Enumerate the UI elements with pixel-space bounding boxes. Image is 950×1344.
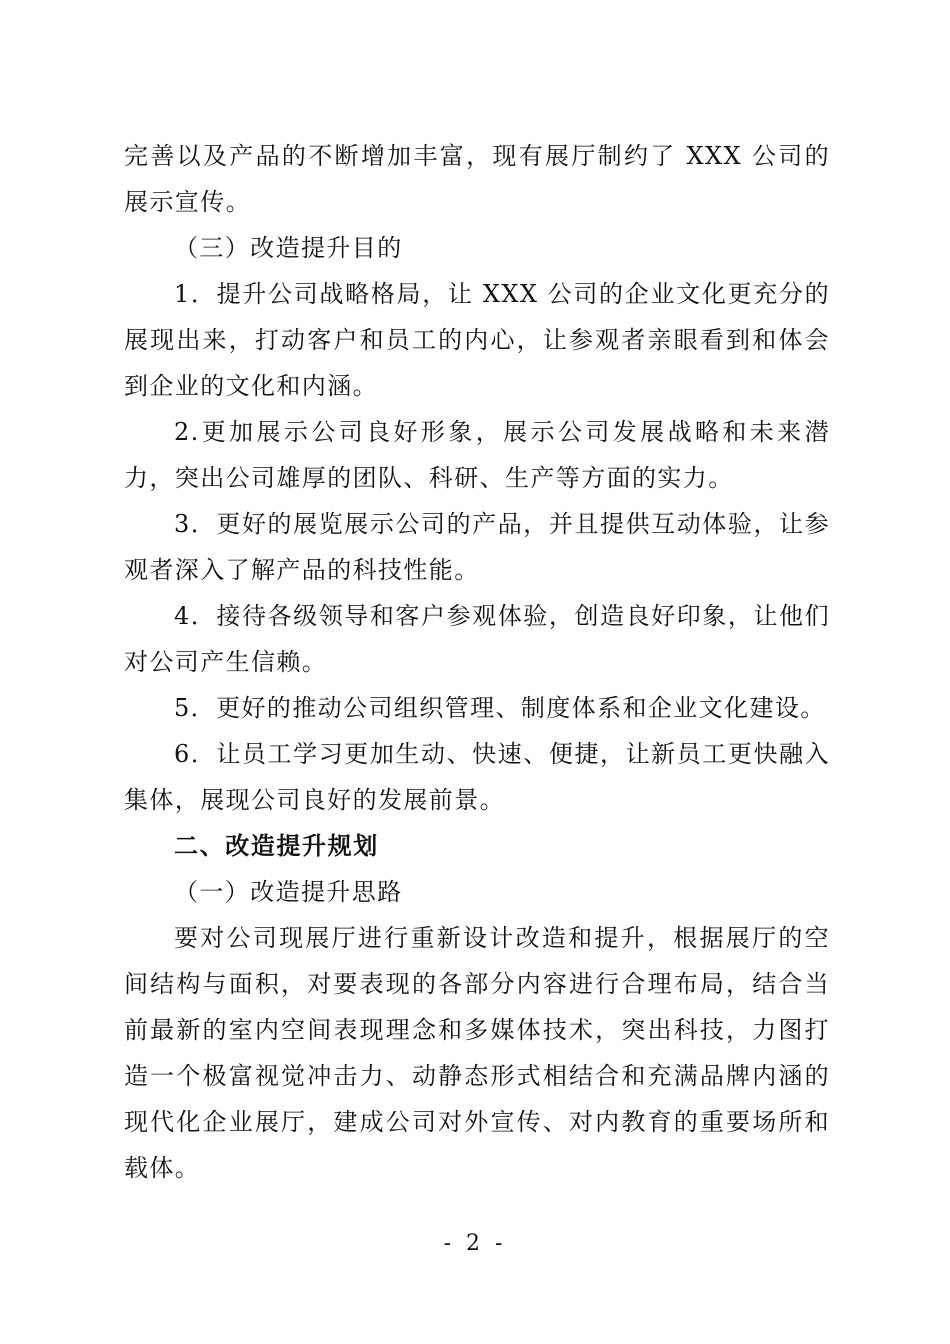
list-item-2: 2.更加展示公司良好形象，展示公司发展战略和未来潜力，突出公司雄厚的团队、科研、生产等方面的实力。 — [124, 418, 830, 492]
section-heading-planning: 二、改造提升规划 — [174, 832, 379, 860]
paragraph-approach: 要对公司现展厅进行重新设计改造和提升，根据展厅的空间结构与面积，对要表现的各部分内容进行合理布局，结合当前最新的室内空间表现理念和多媒体技术，突出科技，力图打造一个极富视觉冲击力、动静态形式相结合和充满品牌内涵的现代化企业展厅，建成公司对外宣传、对内教育的重要场所和载体。 — [124, 924, 830, 1182]
list-item-5: 5．更好的推动公司组织管理、制度体系和企业文化建设。 — [174, 694, 826, 722]
subheading-purpose: （三）改造提升目的 — [174, 234, 403, 262]
page-number: - 2 - — [443, 1231, 507, 1256]
document-body — [124, 133, 830, 1191]
subheading-approach: （一）改造提升思路 — [174, 878, 403, 906]
list-item-1: 1．提升公司战略格局，让 XXX 公司的企业文化更充分的展现出来，打动客户和员工的内心，让参观者亲眼看到和体会到企业的文化和内涵。 — [124, 280, 830, 400]
list-item-4: 4．接待各级领导和客户参观体验，创造良好印象，让他们对公司产生信赖。 — [124, 602, 830, 676]
paragraph-continuation: 完善以及产品的不断增加丰富，现有展厅制约了 XXX 公司的展示宣传。 — [124, 142, 830, 216]
list-item-3: 3．更好的展览展示公司的产品，并且提供互动体验，让参观者深入了解产品的科技性能。 — [124, 510, 830, 584]
list-item-6: 6．让员工学习更加生动、快速、便捷，让新员工更快融入集体，展现公司良好的发展前景。 — [124, 740, 830, 814]
